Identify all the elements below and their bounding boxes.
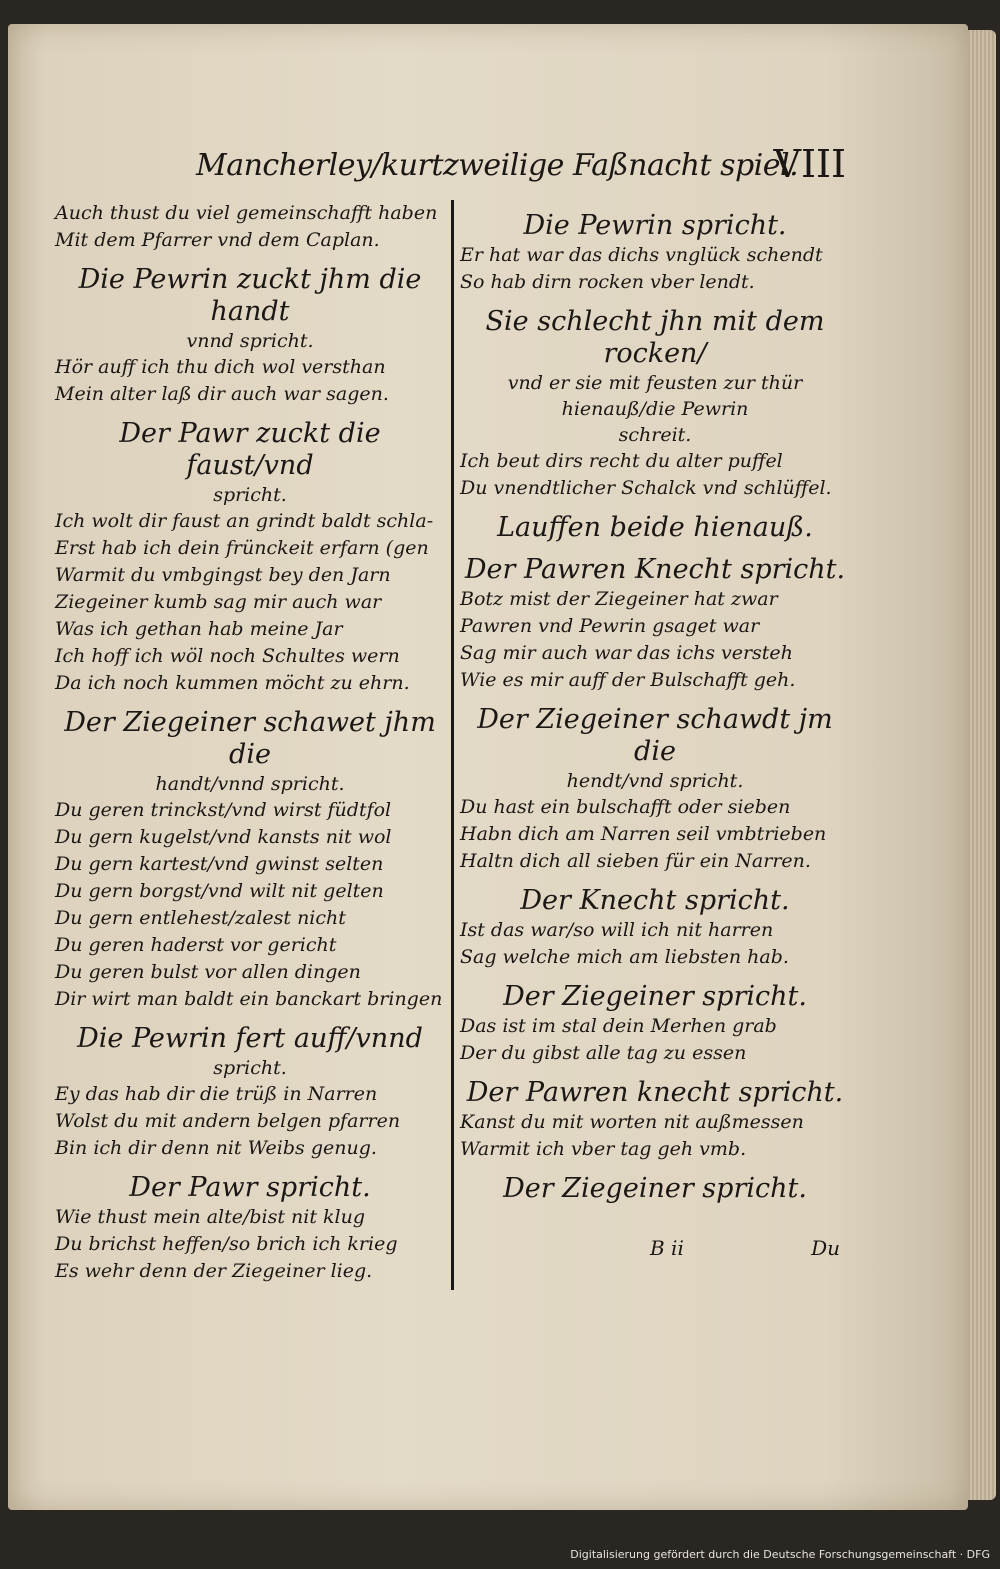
signature-mark: B ii bbox=[650, 1236, 684, 1260]
speaker-heading: Die Pewrin spricht. bbox=[523, 210, 787, 241]
folio-number: VIII bbox=[773, 142, 846, 186]
speaker-heading: Die Pewrin zuckt jhm die handt bbox=[78, 264, 422, 327]
verse-line: Sag welche mich am liebsten hab. bbox=[460, 946, 789, 968]
verse-line: Der du gibst alle tag zu essen bbox=[460, 1042, 747, 1064]
verse-line: Da ich noch kummen möcht zu ehrn. bbox=[55, 672, 410, 694]
verse-line: Ziegeiner kumb sag mir auch war bbox=[55, 591, 382, 613]
verse-line: Auch thust du viel gemeinschafft haben bbox=[55, 202, 438, 224]
stage-direction: handt/vnnd spricht. bbox=[155, 773, 345, 795]
stage-direction: vnd er sie mit feusten zur thür bbox=[507, 372, 803, 394]
catchword: Du bbox=[811, 1236, 840, 1260]
verse-line: Du geren haderst vor gericht bbox=[55, 934, 337, 956]
verse-line: Hör auff ich thu dich wol versthan bbox=[55, 356, 386, 378]
speaker-heading: Der Ziegeiner spricht. bbox=[503, 1173, 807, 1204]
verse-line: Ich beut dirs recht du alter puffel bbox=[460, 450, 783, 472]
verse-line: Du gern borgst/vnd wilt nit gelten bbox=[55, 880, 384, 902]
verse-line: Bin ich dir denn nit Weibs genug. bbox=[55, 1137, 377, 1159]
verse-line: Wie thust mein alte/bist nit klug bbox=[55, 1206, 366, 1228]
verse-line: Das ist im stal dein Merhen grab bbox=[460, 1015, 777, 1037]
running-title: Mancherley/kurtzweilige Faßnacht spiel. bbox=[196, 148, 799, 183]
speaker-heading: Lauffen beide hienauß. bbox=[497, 512, 813, 543]
speaker-heading: Der Ziegeiner schawdt jm die bbox=[477, 704, 833, 767]
stage-direction: spricht. bbox=[213, 1057, 287, 1079]
verse-line: Botz mist der Ziegeiner hat zwar bbox=[460, 588, 778, 610]
verse-line: So hab dirn rocken vber lendt. bbox=[460, 271, 755, 293]
verse-line: Du vnendtlicher Schalck vnd schlüffel. bbox=[460, 477, 832, 499]
speaker-heading: Sie schlecht jhn mit dem rocken/ bbox=[485, 306, 825, 369]
verse-line: Kanst du mit worten nit außmessen bbox=[460, 1111, 804, 1133]
column-rule bbox=[451, 200, 454, 1290]
verse-line: Habn dich am Narren seil vmbtrieben bbox=[460, 823, 827, 845]
speaker-heading: Der Knecht spricht. bbox=[520, 885, 790, 916]
stage-direction: spricht. bbox=[213, 484, 287, 506]
verse-line: Wolst du mit andern belgen pfarren bbox=[55, 1110, 401, 1132]
verse-line: Du gern entlehest/zalest nicht bbox=[55, 907, 346, 929]
speaker-heading: Der Pawr zuckt die faust/vnd bbox=[119, 418, 381, 481]
speaker-heading: Der Ziegeiner spricht. bbox=[503, 981, 807, 1012]
verse-line: Dir wirt man baldt ein banckart bringen bbox=[55, 988, 443, 1010]
speaker-heading: Der Ziegeiner schawet jhm die bbox=[64, 707, 436, 770]
verse-line: Erst hab ich dein frünckeit erfarn (gen bbox=[55, 537, 429, 559]
speaker-heading: Der Pawren knecht spricht. bbox=[466, 1077, 844, 1108]
stage-direction: hendt/vnd spricht. bbox=[566, 770, 744, 792]
verse-line: Was ich gethan hab meine Jar bbox=[55, 618, 343, 640]
verse-line: Er hat war das dichs vnglück schendt bbox=[460, 244, 823, 266]
verse-line: Du gern kartest/vnd gwinst selten bbox=[55, 853, 384, 875]
verse-line: Du brichst heffen/so brich ich krieg bbox=[55, 1233, 398, 1255]
stage-direction: hienauß/die Pewrin bbox=[561, 398, 749, 420]
verse-line: Warmit ich vber tag geh vmb. bbox=[460, 1138, 747, 1160]
left-column bbox=[55, 200, 445, 1285]
verse-line: Warmit du vmbgingst bey den Jarn bbox=[55, 564, 391, 586]
speaker-heading: Der Pawren Knecht spricht. bbox=[464, 554, 846, 585]
verse-line: Ich wolt dir faust an grindt baldt schla- bbox=[55, 510, 434, 532]
page-edges bbox=[968, 30, 996, 1500]
verse-line: Haltn dich all sieben für ein Narren. bbox=[460, 850, 811, 872]
verse-line: Pawren vnd Pewrin gsaget war bbox=[460, 615, 760, 637]
verse-line: Du gern kugelst/vnd kansts nit wol bbox=[55, 826, 392, 848]
speaker-heading: Die Pewrin fert auff/vnnd bbox=[77, 1023, 423, 1054]
digitization-credit: Digitalisierung gefördert durch die Deutsche Forschungsgemeinschaft · DFG bbox=[570, 1548, 990, 1561]
verse-line: Ist das war/so will ich nit harren bbox=[460, 919, 774, 941]
verse-line: Du geren bulst vor allen dingen bbox=[55, 961, 361, 983]
right-column bbox=[460, 200, 850, 1205]
page-header bbox=[196, 142, 846, 198]
verse-line: Mein alter laß dir auch war sagen. bbox=[55, 383, 389, 405]
stage-direction: schreit. bbox=[618, 424, 692, 446]
speaker-heading: Der Pawr spricht. bbox=[129, 1172, 371, 1203]
page-catchline bbox=[650, 1236, 850, 1266]
verse-line: Ey das hab dir die trüß in Narren bbox=[55, 1083, 378, 1105]
verse-line: Mit dem Pfarrer vnd dem Caplan. bbox=[55, 229, 380, 251]
verse-line: Ich hoff ich wöl noch Schultes wern bbox=[55, 645, 400, 667]
verse-line: Du geren trinckst/vnd wirst füdtfol bbox=[55, 799, 392, 821]
verse-line: Wie es mir auff der Bulschafft geh. bbox=[460, 669, 796, 691]
verse-line: Sag mir auch war das ichs versteh bbox=[460, 642, 793, 664]
verse-line: Es wehr denn der Ziegeiner lieg. bbox=[55, 1260, 373, 1282]
stage-direction: vnnd spricht. bbox=[186, 330, 314, 352]
verse-line: Du hast ein bulschafft oder sieben bbox=[460, 796, 791, 818]
